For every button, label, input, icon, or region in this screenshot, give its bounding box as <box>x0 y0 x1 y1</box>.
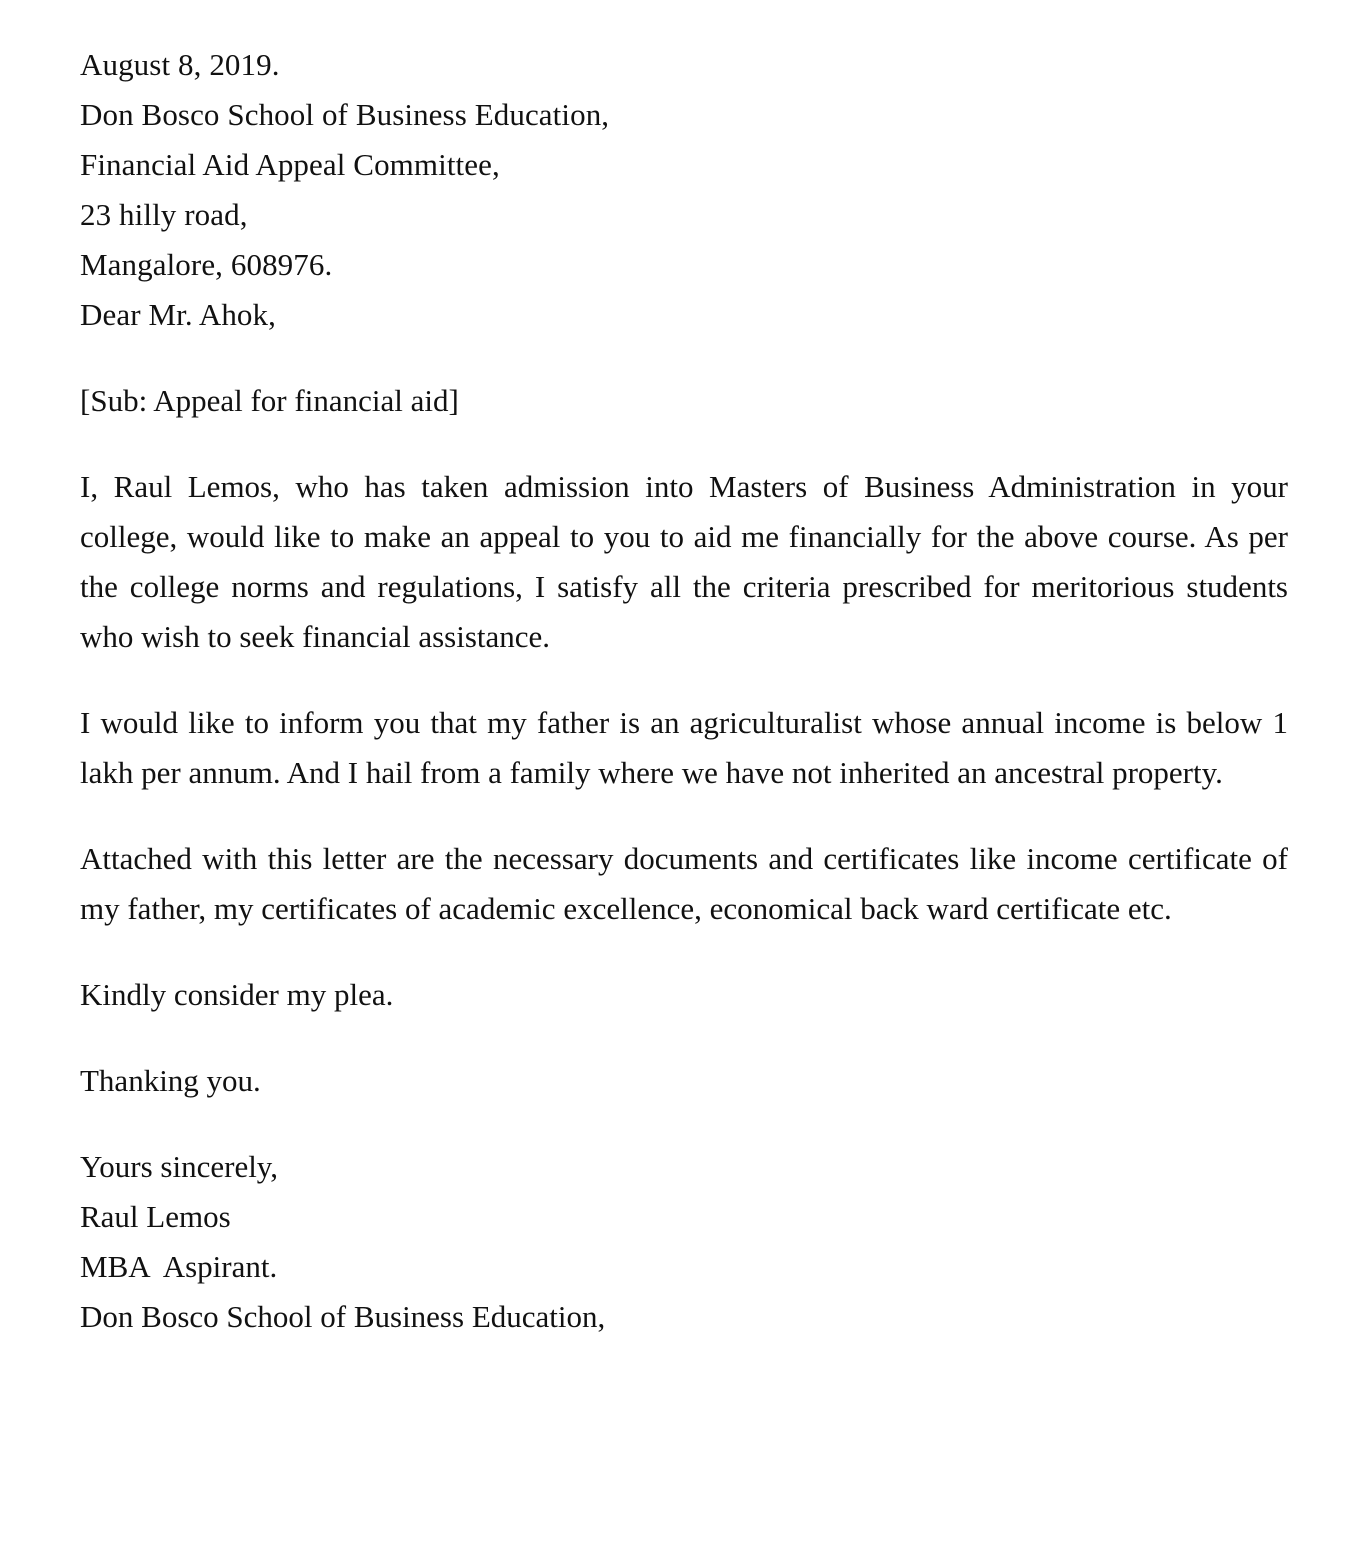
salutation: Dear Mr. Ahok, <box>80 297 276 332</box>
signature-block <box>80 1142 1288 1342</box>
recipient-street-address: 23 hilly road, <box>80 197 248 232</box>
letter-date: August 8, 2019. <box>80 47 280 82</box>
closing-thanks: Thanking you. <box>80 1063 261 1098</box>
signature-name: Raul Lemos <box>80 1199 231 1234</box>
body-paragraph-1: I, Raul Lemos, who has taken admission into Masters of Business Administration in your college, would like to make an appeal to you to aid me financially for the above course. As per the college norms and regulations, I satisfy all the criteria prescribed for meritorious students who wish to seek financial assistance. <box>80 469 1288 654</box>
letter-body <box>80 462 1288 1342</box>
signature-institution: Don Bosco School of Business Education, <box>80 1299 606 1334</box>
subject-line: [Sub: Appeal for financial aid] <box>80 383 459 418</box>
recipient-committee: Financial Aid Appeal Committee, <box>80 147 500 182</box>
closing-plea: Kindly consider my plea. <box>80 977 394 1012</box>
signature-valediction: Yours sincerely, <box>80 1149 279 1184</box>
letterhead-block <box>80 40 1288 340</box>
recipient-city-postcode: Mangalore, 608976. <box>80 247 333 282</box>
recipient-institution: Don Bosco School of Business Education, <box>80 97 610 132</box>
body-paragraph-3: Attached with this letter are the necessary documents and certificates like income certificate of my father, my certificates of academic excellence, economical back ward certificate etc. <box>80 841 1288 926</box>
body-paragraph-2: I would like to inform you that my father is an agriculturalist whose annual income is below 1 lakh per annum. And I hail from a family where we have not inherited an ancestral property. <box>80 705 1288 790</box>
subject-block <box>80 376 1288 426</box>
signature-designation: MBA Aspirant. <box>80 1249 278 1284</box>
